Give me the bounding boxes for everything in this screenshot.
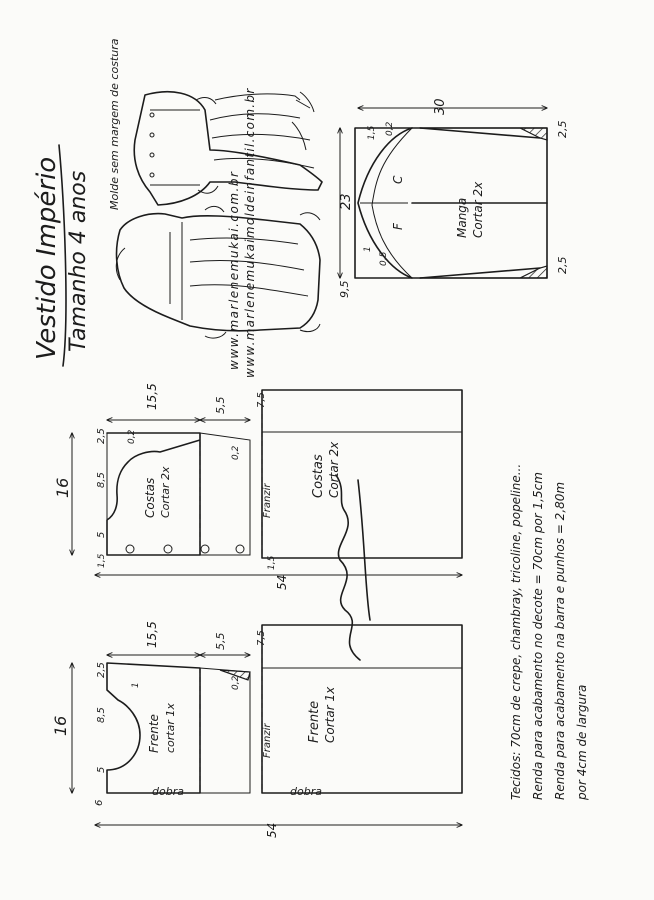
sleeve-f2-label: 0,5 — [379, 251, 389, 266]
front-b-label: 6 — [94, 799, 105, 806]
front-bodice-cut: cortar 1x — [164, 703, 177, 753]
back-total-label: 54 — [275, 574, 289, 590]
back-bodice-label: Costas — [143, 477, 157, 518]
front-gather-label: Franzir — [262, 723, 273, 758]
front-neck-label: 8,5 — [96, 707, 107, 723]
title-block — [32, 145, 91, 366]
front-d1-label: 0,2 — [231, 675, 241, 690]
fabric-notes — [509, 464, 589, 801]
back-side-label: 5,5 — [214, 396, 227, 414]
sleeve-cap-label: 23 — [339, 193, 354, 210]
back-hem-label: 1,5 — [97, 553, 107, 568]
back-shoulder-label: 2,5 — [96, 428, 107, 444]
sleeve-f1-label: 1 — [363, 246, 373, 252]
dress-sketch-front — [116, 206, 320, 338]
front-width-label: 16 — [51, 715, 70, 736]
sleeve-hem-label: 9,5 — [338, 280, 351, 298]
back-hem2-label: 1,5 — [267, 555, 277, 570]
back-skirt-cut: Cortar 2x — [327, 441, 341, 498]
front-total-label: 54 — [265, 822, 279, 838]
front-skirt-label: Frente — [307, 700, 322, 743]
back-len-label: 15,5 — [145, 383, 159, 410]
website-block — [227, 171, 241, 370]
website-secondary: www.marlenemukaimoldeinfantil.com.br — [243, 87, 257, 378]
back-skirt-label: Costas — [311, 454, 326, 498]
back-width-label: 16 — [53, 477, 72, 498]
sleeve-piece-label: Manga — [455, 197, 469, 238]
back-a-label: 5 — [96, 531, 107, 538]
front-fold-label: dobra — [152, 785, 184, 798]
title-main: Vestido Império — [32, 156, 62, 360]
fabric-line-2: Renda para acabamento no decote = 70cm por 1,5cm — [531, 472, 545, 800]
front-a-label: 5 — [96, 766, 107, 773]
front-bodice-label: Frente — [147, 714, 161, 753]
sleeve-c2-label: 0,2 — [385, 121, 395, 136]
sleeve-pattern — [338, 98, 569, 298]
front-pattern — [51, 621, 462, 838]
front-skirt-cut: Cortar 1x — [323, 686, 337, 743]
front-shoulder-label: 2,5 — [96, 662, 107, 678]
sleeve-c1-label: 1,5 — [367, 125, 377, 140]
back-gather-label: Franzir — [262, 483, 273, 518]
back-skirt-top-label: 7,5 — [256, 392, 267, 408]
website-primary: www.marlenemukai.com.br — [227, 170, 241, 370]
front-len-label: 15,5 — [145, 621, 159, 648]
back-bodice-cut: Cortar 2x — [159, 466, 172, 518]
signature — [336, 475, 370, 660]
back-d1-label: 0,2 — [127, 429, 137, 444]
sleeve-length-label: 30 — [433, 98, 448, 115]
front-side-label: 5,5 — [214, 632, 227, 650]
title-size: Tamanho 4 anos — [66, 170, 91, 352]
fabric-line-4: por 4cm de largura — [575, 684, 589, 800]
back-d2-label: 0,2 — [231, 445, 241, 460]
seam-note — [108, 38, 121, 210]
fabric-line-1: Tecidos: 70cm de crepe, chambray, tricoline, popeline... — [509, 463, 523, 800]
back-pattern — [53, 383, 462, 590]
fabric-line-3: Renda para acabamento na barra e punhos = 2,80m — [553, 481, 567, 800]
front-d2-label: 1 — [131, 682, 141, 688]
seam-note-text: Molde sem margem de costura — [108, 38, 121, 210]
back-neck-label: 8,5 — [96, 472, 107, 488]
front-skirt-top-label: 7,5 — [256, 630, 267, 646]
sleeve-cap-front: F — [391, 223, 405, 230]
sleeve-top-label: 2,5 — [556, 120, 569, 138]
front-skirt-fold-label: dobra — [290, 785, 322, 798]
sleeve-cap-back: C — [391, 175, 405, 184]
sleeve-bottom-label: 2,5 — [556, 256, 569, 274]
sleeve-cut-label: Cortar 2x — [471, 181, 485, 238]
